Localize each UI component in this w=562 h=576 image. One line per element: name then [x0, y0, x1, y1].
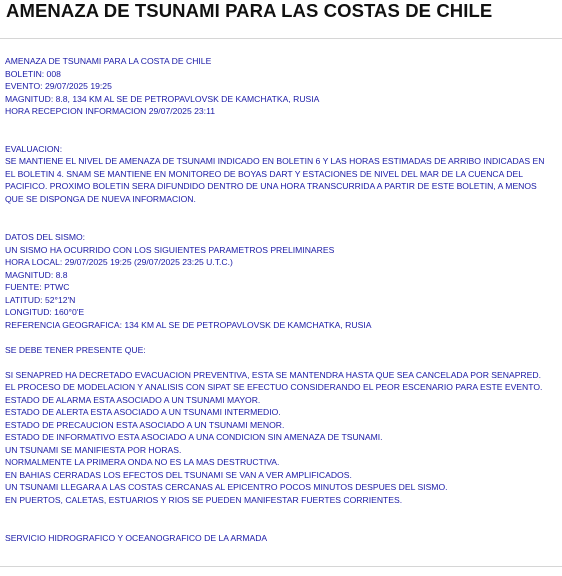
list-item: UN TSUNAMI SE MANIFIESTA POR HORAS. — [5, 444, 182, 455]
list-item: SI SENAPRED HA DECRETADO EVACUACION PREVENTIVA, ESTA SE MANTENDRA HASTA QUE SEA CANCELADA POR SENAPRED. — [5, 369, 541, 380]
magnitude: MAGNITUD: 8.8 — [5, 269, 68, 280]
evaluation-line: EL BOLETIN 4. SNAM SE MANTIENE EN MONITOREO DE BOYAS DART Y ESTACIONES DE NIVEL DEL MAR DE LA CUENCA DEL — [5, 168, 523, 179]
source: FUENTE: PTWC — [5, 282, 70, 292]
header-block — [5, 55, 562, 118]
list-item: UN TSUNAMI LLEGARA A LAS COSTAS CERCANAS AL EPICENTRO POCOS MINUTOS DESPUES DEL SISMO. — [5, 482, 448, 492]
evaluation-section — [5, 143, 562, 206]
list-item: NORMALMENTE LA PRIMERA ONDA NO ES LA MAS DESTRUCTIVA. — [5, 457, 280, 467]
bulletin-heading: AMENAZA DE TSUNAMI PARA LA COSTA DE CHILE — [5, 56, 212, 66]
list-item: ESTADO DE PRECAUCION ESTA ASOCIADO A UN TSUNAMI MENOR. — [5, 419, 285, 430]
list-item: ESTADO DE ALERTA ESTA ASOCIADO A UN TSUNAMI INTERMEDIO. — [5, 407, 281, 417]
evaluation-line: PACIFICO. PROXIMO BOLETIN SERA DIFUNDIDO DENTRO DE UNA HORA TRANSCURRIDA A PARTIR DE ESTE BOLETIN, A MENOS — [5, 181, 537, 191]
list-item: ESTADO DE INFORMATIVO ESTA ASOCIADO A UNA CONDICION SIN AMENAZA DE TSUNAMI. — [5, 432, 383, 442]
bulletin-body — [5, 55, 562, 545]
title-divider — [0, 38, 562, 39]
event-datetime: EVENTO: 29/07/2025 19:25 — [5, 81, 112, 91]
latitude: LATITUD: 52°12'N — [5, 294, 76, 305]
list-item: EN BAHIAS CERRADAS LOS EFECTOS DEL TSUNAMI SE VAN A VER AMPLIFICADOS. — [5, 469, 352, 480]
page-title: AMENAZA DE TSUNAMI PARA LAS COSTAS DE CHILE — [6, 0, 493, 21]
evaluation-line: QUE SE DISPONGA DE NUEVA INFORMACION. — [5, 193, 196, 204]
local-time: HORA LOCAL: 29/07/2025 19:25 (29/07/2025 23:25 U.T.C.) — [5, 257, 233, 267]
list-item: ESTADO DE ALARMA ESTA ASOCIADO A UN TSUNAMI MAYOR. — [5, 394, 261, 405]
earthquake-intro: UN SISMO HA OCURRIDO CON LOS SIGUIENTES PARAMETROS PRELIMINARES — [5, 244, 335, 255]
bulletin-number: BOLETIN: 008 — [5, 68, 61, 79]
evaluation-line: SE MANTIENE EL NIVEL DE AMENAZA DE TSUNAMI INDICADO EN BOLETIN 6 Y LAS HORAS ESTIMADAS DE ARRIBO INDICADAS EN — [5, 156, 545, 166]
keep-in-mind-list — [5, 369, 562, 507]
earthquake-data-heading: DATOS DEL SISMO: — [5, 232, 86, 242]
keep-in-mind-heading: SE DEBE TENER PRESENTE QUE: — [5, 344, 146, 355]
issuer-signature: SERVICIO HIDROGRAFICO Y OCEANOGRAFICO DE LA ARMADA — [5, 533, 268, 543]
earthquake-data-section — [5, 231, 562, 331]
geographic-reference: REFERENCIA GEOGRAFICA: 134 KM AL SE DE PETROPAVLOVSK DE KAMCHATKA, RUSIA — [5, 319, 372, 330]
bottom-divider — [0, 566, 562, 567]
reception-time: HORA RECEPCION INFORMACION 29/07/2025 23:11 — [5, 106, 215, 116]
evaluation-heading: EVALUACION: — [5, 143, 63, 154]
list-item: EN PUERTOS, CALETAS, ESTUARIOS Y RIOS SE PUEDEN MANIFESTAR FUERTES CORRIENTES. — [5, 494, 403, 505]
magnitude-summary: MAGNITUD: 8.8, 134 KM AL SE DE PETROPAVLOVSK DE KAMCHATKA, RUSIA — [5, 93, 320, 104]
longitude: LONGITUD: 160°0'E — [5, 307, 85, 317]
list-item: EL PROCESO DE MODELACION Y ANALISIS CON SIPAT SE EFECTUO CONSIDERANDO EL PEOR ESCENARIO PARA ESTE EVENTO. — [5, 382, 543, 392]
